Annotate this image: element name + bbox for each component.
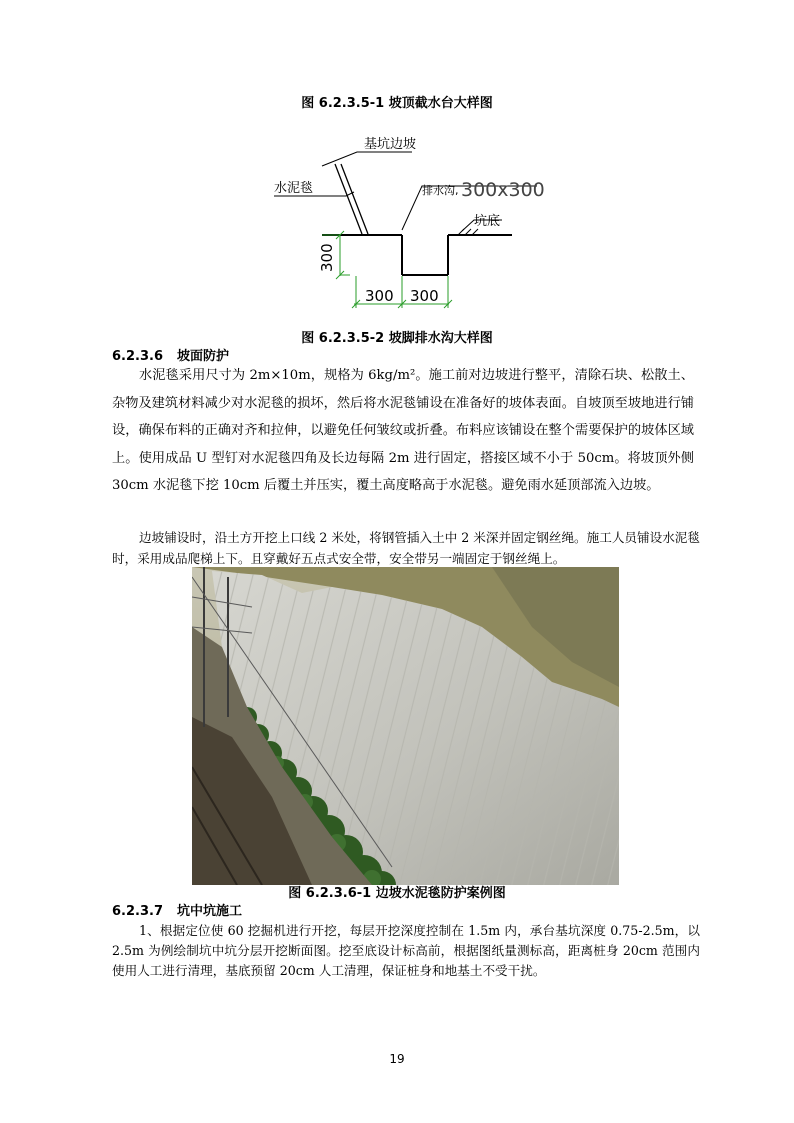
figure-3-caption: 图 6.2.3.6-1 边坡水泥毯防护案例图 [288, 886, 506, 901]
label-ditch: 排水沟, [422, 184, 459, 197]
section-title: 坑中坑施工 [177, 904, 243, 919]
figure-2-caption: 图 6.2.3.5-2 坡脚排水沟大样图 [301, 331, 493, 346]
figure-1-caption: 图 6.2.3.5-1 坡顶截水台大样图 [301, 96, 493, 111]
section-heading-637 [112, 904, 242, 920]
drainage-ditch-diagram [262, 126, 552, 314]
section-number: 6.2.3.6 [112, 349, 163, 364]
label-pit-bottom: 坑底 [474, 214, 501, 229]
label-depth: 300 [318, 243, 336, 272]
paragraph: 水泥毯采用尺寸为 2m×10m，规格为 6kg/m²。施工前对边坡进行整平，清除石块、松散土、杂物及建筑材料减少对水泥毯的损坏，然后将水泥毯铺设在准备好的坡体表面。自坡顶至坡地进行铺设，确保布料的正确对齐和拉伸，以避免任何皱纹或折叠。布料应该铺设在整个需要保护的坡体区域上。使用成品 U 型钉对水泥毯四角及长边每隔 2m 进行固定，搭接区域不小于 50cm。将坡顶外侧 30cm 水泥毯下挖 10cm 后覆土并压实，覆土高度略高于水泥毯。避免雨水延顶部流入边坡。 [112, 368, 694, 494]
slope-protection-photo [192, 567, 619, 885]
label-cement-mat: 水泥毯 [274, 181, 314, 196]
label-slope: 基坑边坡 [364, 137, 417, 152]
section-title: 坡面防护 [177, 349, 230, 364]
slope-lines [335, 164, 368, 234]
label-ditch-size: 300x300 [461, 179, 545, 201]
ditch-profile [322, 235, 512, 275]
paragraph: 边坡铺设时，沿土方开挖上口线 2 米处，将钢管插入土中 2 米深并固定钢丝绳。施工人员铺设水泥毯时，采用成品爬梯上下。且穿戴好五点式安全带，安全带另一端固定于钢丝绳上。 [112, 530, 700, 566]
label-width-right: 300 [410, 287, 439, 305]
section-number: 6.2.3.7 [112, 904, 163, 919]
page-number: 19 [389, 1052, 405, 1066]
label-width-left: 300 [365, 287, 394, 305]
paragraph: 1、根据定位使 60 挖掘机进行开挖，每层开挖深度控制在 1.5m 内，承台基坑深度 0.75-2.5m，以 2.5m 为例绘制坑中坑分层开挖断面图。挖至底设计标高前，根据图纸量测标高，距离桩身 20cm 范围内使用人工进行清理，基底预留 20cm 人工清理，保证桩身和地基土不受干扰。 [112, 923, 700, 978]
